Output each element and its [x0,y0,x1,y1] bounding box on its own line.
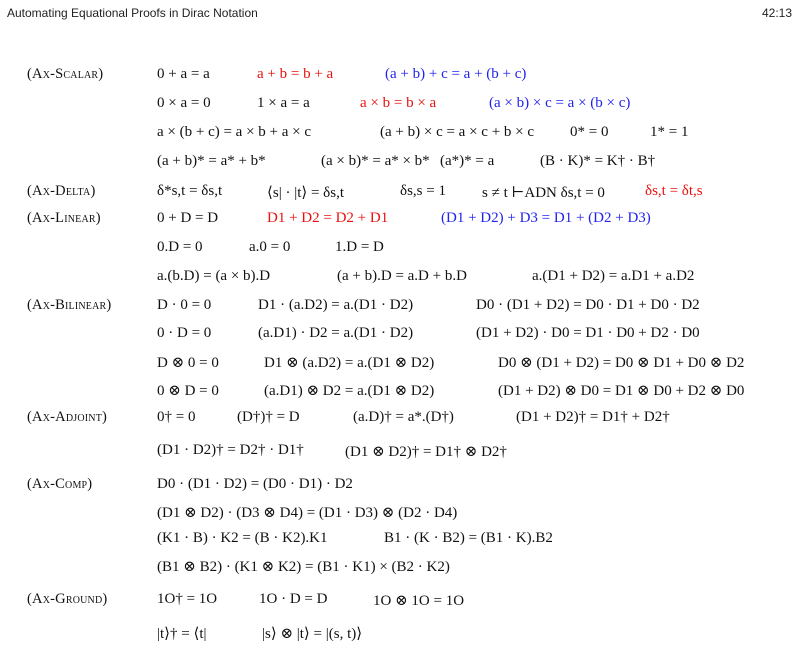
equation: 1O · D = D [259,591,328,607]
equation: (D1 ⊗ D2) · (D3 ⊗ D4) = (D1 · D3) ⊗ (D2 · D4) [157,505,458,521]
rule-name: (Ax-Scalar) [27,66,104,82]
equation: D1 · (a.D2) = a.(D1 · D2) [258,297,414,313]
equation: D0 · (D1 · D2) = (D0 · D1) · D2 [157,476,353,492]
equation: 0 × a = 0 [157,95,211,111]
equation: (D1 ⊗ D2)† = D1† ⊗ D2† [345,444,507,460]
equation: (a + b).D = a.D + b.D [337,268,467,284]
equation: D · 0 = 0 [157,297,212,313]
equation: (B1 ⊗ B2) · (K1 ⊗ K2) = (B1 · K1) × (B2 · K2) [157,559,450,575]
equation: 1.D = D [335,239,384,255]
equation: 0† = 0 [157,409,196,425]
equation: a + b = b + a [257,66,334,82]
equation: (B · K)* = K† · B† [540,153,656,169]
rule-name: (Ax-Adjoint) [27,409,108,425]
equation: (a × b) × c = a × (b × c) [489,95,631,111]
equation: 0.D = 0 [157,239,203,255]
equation: δ*s,t = δs,t [157,183,223,199]
page-number: 42:13 [761,6,792,20]
equation: 0 ⊗ D = 0 [157,383,219,399]
equation: 1* = 1 [650,124,689,140]
rule-name: (Ax-Linear) [27,210,101,226]
rule-name: (Ax-Delta) [27,183,96,199]
rule-name: (Ax-Ground) [27,591,108,607]
equation: a × (b + c) = a × b + a × c [157,124,312,140]
equation: (a + b) + c = a + (b + c) [385,66,527,82]
equation: (K1 · B) · K2 = (B · K2).K1 [157,530,328,546]
equation: (D†)† = D [237,409,300,425]
equation: |t⟩† = ⟨t| [157,626,207,642]
equation: (a.D1) · D2 = a.(D1 · D2) [258,325,414,341]
equation: (D1 · D2)† = D2† · D1† [157,442,304,458]
equation: 0 · D = 0 [157,325,212,341]
equation: δs,s = 1 [400,183,446,199]
equation: D0 · (D1 + D2) = D0 · D1 + D0 · D2 [476,297,700,313]
equation: 0 + D = D [157,210,219,226]
equation: 1O ⊗ 1O = 1O [373,593,465,609]
equation: (a + b) × c = a × c + b × c [380,124,535,140]
equation: D0 ⊗ (D1 + D2) = D0 ⊗ D1 + D0 ⊗ D2 [498,355,745,371]
equation: |s⟩ ⊗ |t⟩ = |(s, t)⟩ [262,626,363,642]
rule-name: (Ax-Comp) [27,476,93,492]
equation: (D1 + D2) + D3 = D1 + (D2 + D3) [441,210,651,226]
equation: s ≠ t ⊢ADN δs,t = 0 [482,185,605,201]
equation: 0 + a = a [157,66,210,82]
equation: (a + b)* = a* + b* [157,153,266,169]
equation: a.0 = 0 [249,239,291,255]
equation: (D1 + D2)† = D1† + D2† [516,409,670,425]
rule-name: (Ax-Bilinear) [27,297,112,313]
running-title: Automating Equational Proofs in Dirac Notation [7,6,258,20]
equation: 1 × a = a [257,95,310,111]
equation: D1 + D2 = D2 + D1 [267,210,389,226]
equation: (a × b)* = a* × b* [321,153,430,169]
equation: (D1 + D2) ⊗ D0 = D1 ⊗ D0 + D2 ⊗ D0 [498,383,745,399]
equation: 0* = 0 [570,124,609,140]
equation: (a.D1) ⊗ D2 = a.(D1 ⊗ D2) [264,383,435,399]
equation: δs,t = δt,s [645,183,703,199]
equation: a.(D1 + D2) = a.D1 + a.D2 [532,268,695,284]
equation: B1 · (K · B2) = (B1 · K).B2 [384,530,553,546]
equation: 1O† = 1O [157,591,218,607]
equation: a × b = b × a [360,95,437,111]
equation: a.(b.D) = (a × b).D [157,268,271,284]
equation: (a.D)† = a*.(D†) [353,409,454,425]
equation: D1 ⊗ (a.D2) = a.(D1 ⊗ D2) [264,355,435,371]
equation: (D1 + D2) · D0 = D1 · D0 + D2 · D0 [476,325,700,341]
running-header [7,6,792,20]
equation: D ⊗ 0 = 0 [157,355,219,371]
equation: ⟨s| · |t⟩ = δs,t [267,185,344,201]
equation: (a*)* = a [440,153,495,169]
